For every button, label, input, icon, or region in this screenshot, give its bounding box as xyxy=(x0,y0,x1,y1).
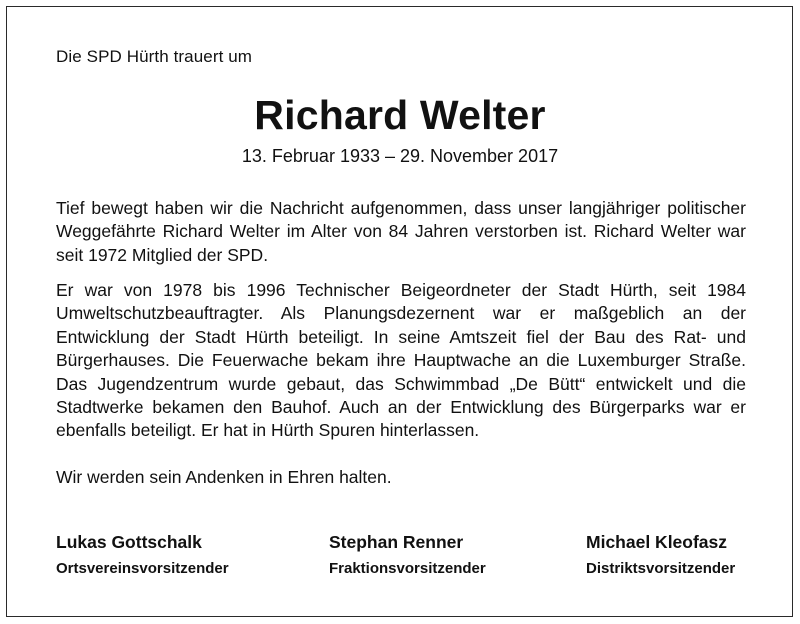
deceased-name: Richard Welter xyxy=(254,92,546,138)
paragraph-condolence: Tief bewegt haben wir die Nachricht aufgenommen, dass unser langjähriger politischer Weggefährte Richard Welter im Alter von 84 Jahren verstorben ist. Richard Welter war seit 1972 Mitglied der SPD. xyxy=(56,198,746,265)
paragraph-biography: Er war von 1978 bis 1996 Technischer Beigeordneter der Stadt Hürth, seit 1984 Umweltschutzbeauftragter. Als Planungsdezernent war er maßgeblich an der Entwicklung der Stadt Hürth beteiligt. In seine Amtszeit fiel der Bau des Rat- und Bürgerhauses. Die Feuerwache bekam ihre Hauptwache an die Luxemburger Straße. Das Jugendzentrum wurde gebaut, das Schwimmbad „De Bütt“ entwickelt und die Stadtwerke bekamen den Bauhof. Auch an der Entwicklung des Bürgerparks war er ebenfalls beteiligt. Er hat in Hürth Spuren hinterlassen. xyxy=(56,280,746,441)
signature-block xyxy=(586,531,735,579)
life-dates: 13. Februar 1933 – 29. November 2017 xyxy=(241,146,559,166)
intro-line: Die SPD Hürth trauert um xyxy=(56,47,253,66)
signatory-name: Stephan Renner xyxy=(329,532,464,552)
signatory-name: Michael Kleofasz xyxy=(586,532,728,552)
signature-block xyxy=(329,531,486,579)
signatory-role: Distriktsvorsitzender xyxy=(586,560,736,577)
signatory-role: Fraktionsvorsitzender xyxy=(329,560,486,577)
signatory-name: Lukas Gottschalk xyxy=(56,532,202,552)
signatory-role: Ortsvereinsvorsitzender xyxy=(56,560,229,577)
paragraph-closing: Wir werden sein Andenken in Ehren halten. xyxy=(56,467,392,487)
signature-block xyxy=(56,531,229,579)
